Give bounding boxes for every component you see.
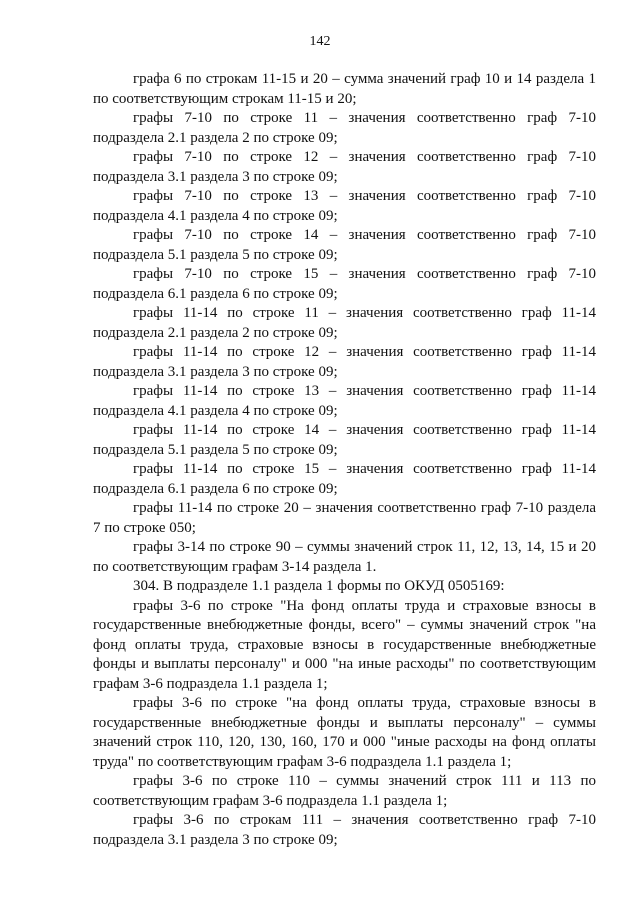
paragraph: графы 11-14 по строке 15 – значения соответственно граф 11-14 подраздела 6.1 раздела 6 по строке 09; (93, 461, 596, 497)
paragraph: графы 3-6 по строке 110 – суммы значений строк 111 и 113 по соответствующим графам 3-6 подраздела 1.1 раздела 1; (93, 773, 596, 809)
paragraph: графы 11-14 по строке 11 – значения соответственно граф 11-14 подраздела 2.1 раздела 2 по строке 09; (93, 305, 596, 341)
paragraph: графы 7-10 по строке 12 – значения соответственно граф 7-10 подраздела 3.1 раздела 3 по строке 09; (93, 149, 596, 185)
paragraph: графы 11-14 по строке 13 – значения соответственно граф 11-14 подраздела 4.1 раздела 4 по строке 09; (93, 383, 596, 419)
paragraph: графы 3-6 по строкам 111 – значения соответственно граф 7-10 подраздела 3.1 раздела 3 по строке 09; (93, 812, 596, 848)
paragraph: графы 7-10 по строке 11 – значения соответственно граф 7-10 подраздела 2.1 раздела 2 по строке 09; (93, 110, 596, 146)
section-heading: 304. В подразделе 1.1 раздела 1 формы по ОКУД 0505169: (133, 578, 505, 594)
paragraph: графы 7-10 по строке 14 – значения соответственно граф 7-10 подраздела 5.1 раздела 5 по строке 09; (93, 227, 596, 263)
paragraph: графа 6 по строкам 11-15 и 20 – сумма значений граф 10 и 14 раздела 1 по соответствующим строкам 11-15 и 20; (93, 71, 596, 107)
paragraph: графы 11-14 по строке 20 – значения соответственно граф 7-10 раздела 7 по строке 050; (93, 500, 596, 536)
page-number: 142 (309, 34, 331, 49)
paragraph: графы 11-14 по строке 12 – значения соответственно граф 11-14 подраздела 3.1 раздела 3 по строке 09; (93, 344, 596, 380)
paragraph: графы 11-14 по строке 14 – значения соответственно граф 11-14 подраздела 5.1 раздела 5 по строке 09; (93, 422, 596, 458)
paragraph: графы 3-14 по строке 90 – суммы значений строк 11, 12, 13, 14, 15 и 20 по соответствующим графам 3-14 раздела 1. (93, 539, 596, 575)
paragraph: графы 7-10 по строке 15 – значения соответственно граф 7-10 подраздела 6.1 раздела 6 по строке 09; (93, 266, 596, 302)
paragraph: графы 7-10 по строке 13 – значения соответственно граф 7-10 подраздела 4.1 раздела 4 по строке 09; (93, 188, 596, 224)
document-body (93, 70, 596, 850)
paragraph: графы 3-6 по строке "На фонд оплаты труда и страховые взносы в государственные внебюджетные фонды, всего" – суммы значений строк "на фонд оплаты труда, страховые взносы в государственные внебюджетные фонды и выплаты персоналу" и 000 "на иные расходы" по соответствующим графам 3-6 подраздела 1.1 раздела 1; (93, 597, 596, 692)
paragraph: графы 3-6 по строке "на фонд оплаты труда, страховые взносы в государственные внебюджетные фонды и выплаты персоналу" – суммы значений строк 110, 120, 130, 160, 170 и 000 "иные расходы на фонд оплаты труда" по соответствующим графам 3-6 подраздела 1.1 раздела 1; (93, 695, 596, 770)
